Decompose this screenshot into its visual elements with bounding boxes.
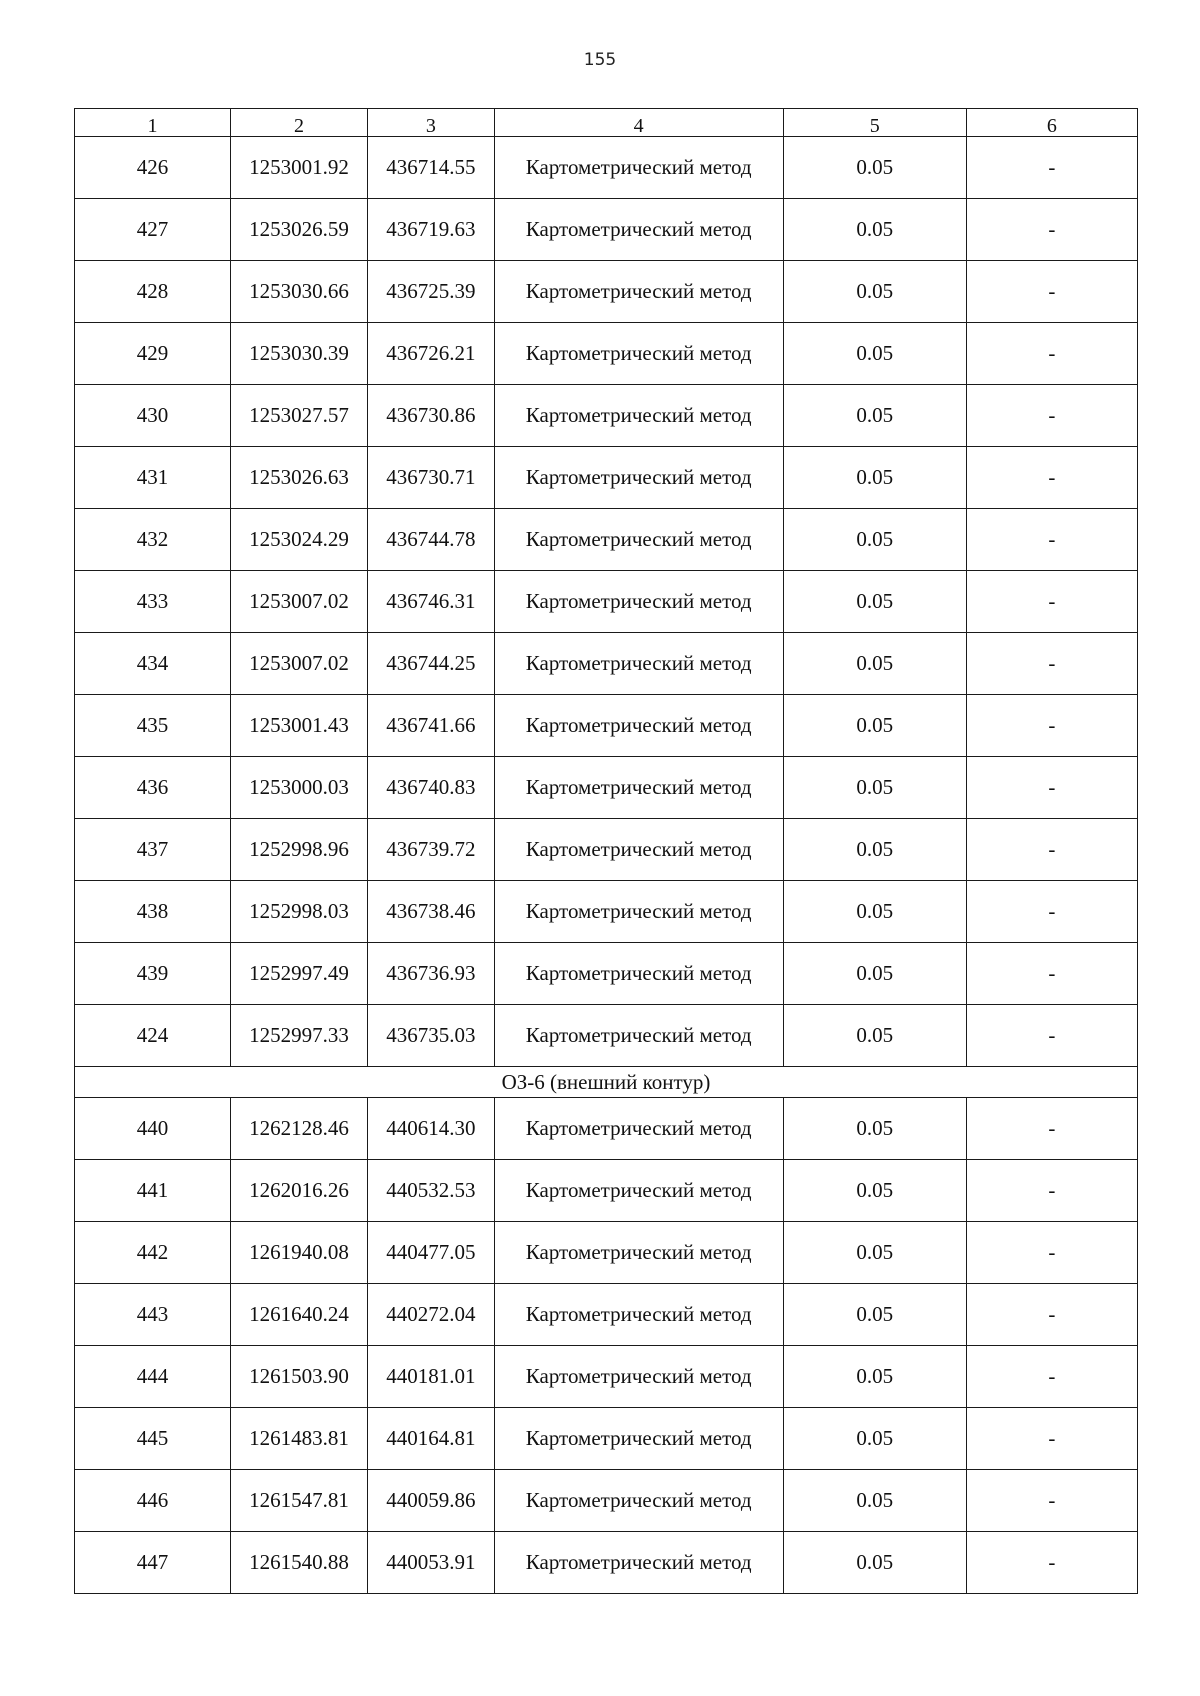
y-coordinate-cell: 440059.86	[367, 1470, 494, 1532]
header-row	[75, 109, 1138, 137]
note-cell: -	[966, 1346, 1137, 1408]
y-coordinate-cell: 436744.78	[367, 509, 494, 571]
x-coordinate-cell: 1252998.96	[231, 819, 368, 881]
method-cell: Картометрический метод	[494, 1098, 783, 1160]
y-coordinate-cell: 440272.04	[367, 1284, 494, 1346]
point-number-cell: 438	[75, 881, 231, 943]
method-cell: Картометрический метод	[494, 1346, 783, 1408]
section-header	[75, 1067, 1138, 1098]
accuracy-cell: 0.05	[783, 447, 966, 509]
method-cell: Картометрический метод	[494, 881, 783, 943]
header-cell-1: 1	[75, 109, 231, 137]
method-cell: Картометрический метод	[494, 757, 783, 819]
x-coordinate-cell: 1252998.03	[231, 881, 368, 943]
note-cell: -	[966, 447, 1137, 509]
method-cell: Картометрический метод	[494, 1160, 783, 1222]
table-row	[75, 1470, 1138, 1532]
point-number-cell: 424	[75, 1005, 231, 1067]
note-cell: -	[966, 819, 1137, 881]
accuracy-cell: 0.05	[783, 695, 966, 757]
method-cell: Картометрический метод	[494, 1408, 783, 1470]
header-cell-5: 5	[783, 109, 966, 137]
table-row	[75, 385, 1138, 447]
note-cell: -	[966, 1532, 1137, 1594]
x-coordinate-cell: 1253000.03	[231, 757, 368, 819]
table-row	[75, 137, 1138, 199]
x-coordinate-cell: 1253001.92	[231, 137, 368, 199]
header-cell-2: 2	[231, 109, 368, 137]
method-cell: Картометрический метод	[494, 633, 783, 695]
note-cell: -	[966, 1408, 1137, 1470]
header-cell-3: 3	[367, 109, 494, 137]
accuracy-cell: 0.05	[783, 1470, 966, 1532]
method-cell: Картометрический метод	[494, 819, 783, 881]
accuracy-cell: 0.05	[783, 819, 966, 881]
table-row	[75, 1160, 1138, 1222]
point-number-cell: 437	[75, 819, 231, 881]
x-coordinate-cell: 1261483.81	[231, 1408, 368, 1470]
method-cell: Картометрический метод	[494, 323, 783, 385]
table-row	[75, 1005, 1138, 1067]
note-cell: -	[966, 943, 1137, 1005]
point-number-cell: 435	[75, 695, 231, 757]
x-coordinate-cell: 1253001.43	[231, 695, 368, 757]
note-cell: -	[966, 1222, 1137, 1284]
y-coordinate-cell: 440532.53	[367, 1160, 494, 1222]
x-coordinate-cell: 1261503.90	[231, 1346, 368, 1408]
method-cell: Картометрический метод	[494, 199, 783, 261]
note-cell: -	[966, 199, 1137, 261]
note-cell: -	[966, 323, 1137, 385]
y-coordinate-cell: 436746.31	[367, 571, 494, 633]
accuracy-cell: 0.05	[783, 1284, 966, 1346]
point-number-cell: 429	[75, 323, 231, 385]
point-number-cell: 427	[75, 199, 231, 261]
accuracy-cell: 0.05	[783, 1222, 966, 1284]
accuracy-cell: 0.05	[783, 1160, 966, 1222]
y-coordinate-cell: 436714.55	[367, 137, 494, 199]
accuracy-cell: 0.05	[783, 385, 966, 447]
accuracy-cell: 0.05	[783, 881, 966, 943]
note-cell: -	[966, 881, 1137, 943]
table-row	[75, 819, 1138, 881]
point-number-cell: 447	[75, 1532, 231, 1594]
table-body-bottom	[75, 1098, 1138, 1594]
method-cell: Картометрический метод	[494, 385, 783, 447]
coordinates-table	[74, 108, 1138, 1594]
x-coordinate-cell: 1253026.59	[231, 199, 368, 261]
table-row	[75, 261, 1138, 323]
point-number-cell: 445	[75, 1408, 231, 1470]
method-cell: Картометрический метод	[494, 137, 783, 199]
table-row	[75, 509, 1138, 571]
x-coordinate-cell: 1261940.08	[231, 1222, 368, 1284]
x-coordinate-cell: 1261640.24	[231, 1284, 368, 1346]
table-row	[75, 633, 1138, 695]
point-number-cell: 426	[75, 137, 231, 199]
accuracy-cell: 0.05	[783, 509, 966, 571]
note-cell: -	[966, 137, 1137, 199]
accuracy-cell: 0.05	[783, 1005, 966, 1067]
x-coordinate-cell: 1262128.46	[231, 1098, 368, 1160]
y-coordinate-cell: 440181.01	[367, 1346, 494, 1408]
y-coordinate-cell: 436726.21	[367, 323, 494, 385]
point-number-cell: 439	[75, 943, 231, 1005]
x-coordinate-cell: 1253024.29	[231, 509, 368, 571]
accuracy-cell: 0.05	[783, 943, 966, 1005]
table-row	[75, 943, 1138, 1005]
point-number-cell: 433	[75, 571, 231, 633]
x-coordinate-cell: 1261540.88	[231, 1532, 368, 1594]
accuracy-cell: 0.05	[783, 323, 966, 385]
x-coordinate-cell: 1262016.26	[231, 1160, 368, 1222]
method-cell: Картометрический метод	[494, 1005, 783, 1067]
point-number-cell: 436	[75, 757, 231, 819]
accuracy-cell: 0.05	[783, 1408, 966, 1470]
y-coordinate-cell: 436739.72	[367, 819, 494, 881]
point-number-cell: 428	[75, 261, 231, 323]
method-cell: Картометрический метод	[494, 261, 783, 323]
method-cell: Картометрический метод	[494, 1470, 783, 1532]
point-number-cell: 443	[75, 1284, 231, 1346]
table-row	[75, 571, 1138, 633]
table-row	[75, 199, 1138, 261]
accuracy-cell: 0.05	[783, 1098, 966, 1160]
table-row	[75, 1222, 1138, 1284]
accuracy-cell: 0.05	[783, 1346, 966, 1408]
x-coordinate-cell: 1252997.33	[231, 1005, 368, 1067]
y-coordinate-cell: 436738.46	[367, 881, 494, 943]
point-number-cell: 434	[75, 633, 231, 695]
accuracy-cell: 0.05	[783, 137, 966, 199]
method-cell: Картометрический метод	[494, 695, 783, 757]
y-coordinate-cell: 440614.30	[367, 1098, 494, 1160]
point-number-cell: 432	[75, 509, 231, 571]
point-number-cell: 446	[75, 1470, 231, 1532]
point-number-cell: 430	[75, 385, 231, 447]
page-number: 155	[583, 50, 617, 70]
point-number-cell: 441	[75, 1160, 231, 1222]
accuracy-cell: 0.05	[783, 1532, 966, 1594]
y-coordinate-cell: 436740.83	[367, 757, 494, 819]
y-coordinate-cell: 440477.05	[367, 1222, 494, 1284]
x-coordinate-cell: 1253030.66	[231, 261, 368, 323]
x-coordinate-cell: 1253026.63	[231, 447, 368, 509]
y-coordinate-cell: 440053.91	[367, 1532, 494, 1594]
y-coordinate-cell: 436730.86	[367, 385, 494, 447]
y-coordinate-cell: 436736.93	[367, 943, 494, 1005]
note-cell: -	[966, 571, 1137, 633]
method-cell: Картометрический метод	[494, 1284, 783, 1346]
note-cell: -	[966, 1005, 1137, 1067]
accuracy-cell: 0.05	[783, 633, 966, 695]
x-coordinate-cell: 1253007.02	[231, 571, 368, 633]
y-coordinate-cell: 436725.39	[367, 261, 494, 323]
x-coordinate-cell: 1253007.02	[231, 633, 368, 695]
table-row	[75, 1098, 1138, 1160]
point-number-cell: 444	[75, 1346, 231, 1408]
x-coordinate-cell: 1253030.39	[231, 323, 368, 385]
y-coordinate-cell: 436719.63	[367, 199, 494, 261]
note-cell: -	[966, 633, 1137, 695]
x-coordinate-cell: 1261547.81	[231, 1470, 368, 1532]
table-row	[75, 1408, 1138, 1470]
accuracy-cell: 0.05	[783, 199, 966, 261]
y-coordinate-cell: 440164.81	[367, 1408, 494, 1470]
table-row	[75, 757, 1138, 819]
table-body-top	[75, 137, 1138, 1067]
header-cell-4: 4	[494, 109, 783, 137]
table-row	[75, 695, 1138, 757]
point-number-cell: 442	[75, 1222, 231, 1284]
table-row	[75, 1532, 1138, 1594]
y-coordinate-cell: 436741.66	[367, 695, 494, 757]
y-coordinate-cell: 436730.71	[367, 447, 494, 509]
method-cell: Картометрический метод	[494, 943, 783, 1005]
table-row	[75, 1284, 1138, 1346]
note-cell: -	[966, 695, 1137, 757]
section-title: ОЗ-6 (внешний контур)	[75, 1067, 1138, 1098]
accuracy-cell: 0.05	[783, 571, 966, 633]
note-cell: -	[966, 1284, 1137, 1346]
accuracy-cell: 0.05	[783, 261, 966, 323]
method-cell: Картометрический метод	[494, 447, 783, 509]
section-row	[75, 1067, 1138, 1098]
method-cell: Картометрический метод	[494, 571, 783, 633]
note-cell: -	[966, 1098, 1137, 1160]
y-coordinate-cell: 436735.03	[367, 1005, 494, 1067]
x-coordinate-cell: 1253027.57	[231, 385, 368, 447]
table-row	[75, 447, 1138, 509]
table-row	[75, 323, 1138, 385]
note-cell: -	[966, 757, 1137, 819]
table-row	[75, 881, 1138, 943]
header-cell-6: 6	[966, 109, 1137, 137]
method-cell: Картометрический метод	[494, 1222, 783, 1284]
accuracy-cell: 0.05	[783, 757, 966, 819]
note-cell: -	[966, 1470, 1137, 1532]
point-number-cell: 440	[75, 1098, 231, 1160]
note-cell: -	[966, 261, 1137, 323]
y-coordinate-cell: 436744.25	[367, 633, 494, 695]
note-cell: -	[966, 509, 1137, 571]
x-coordinate-cell: 1252997.49	[231, 943, 368, 1005]
note-cell: -	[966, 1160, 1137, 1222]
note-cell: -	[966, 385, 1137, 447]
method-cell: Картометрический метод	[494, 1532, 783, 1594]
point-number-cell: 431	[75, 447, 231, 509]
table-row	[75, 1346, 1138, 1408]
method-cell: Картометрический метод	[494, 509, 783, 571]
